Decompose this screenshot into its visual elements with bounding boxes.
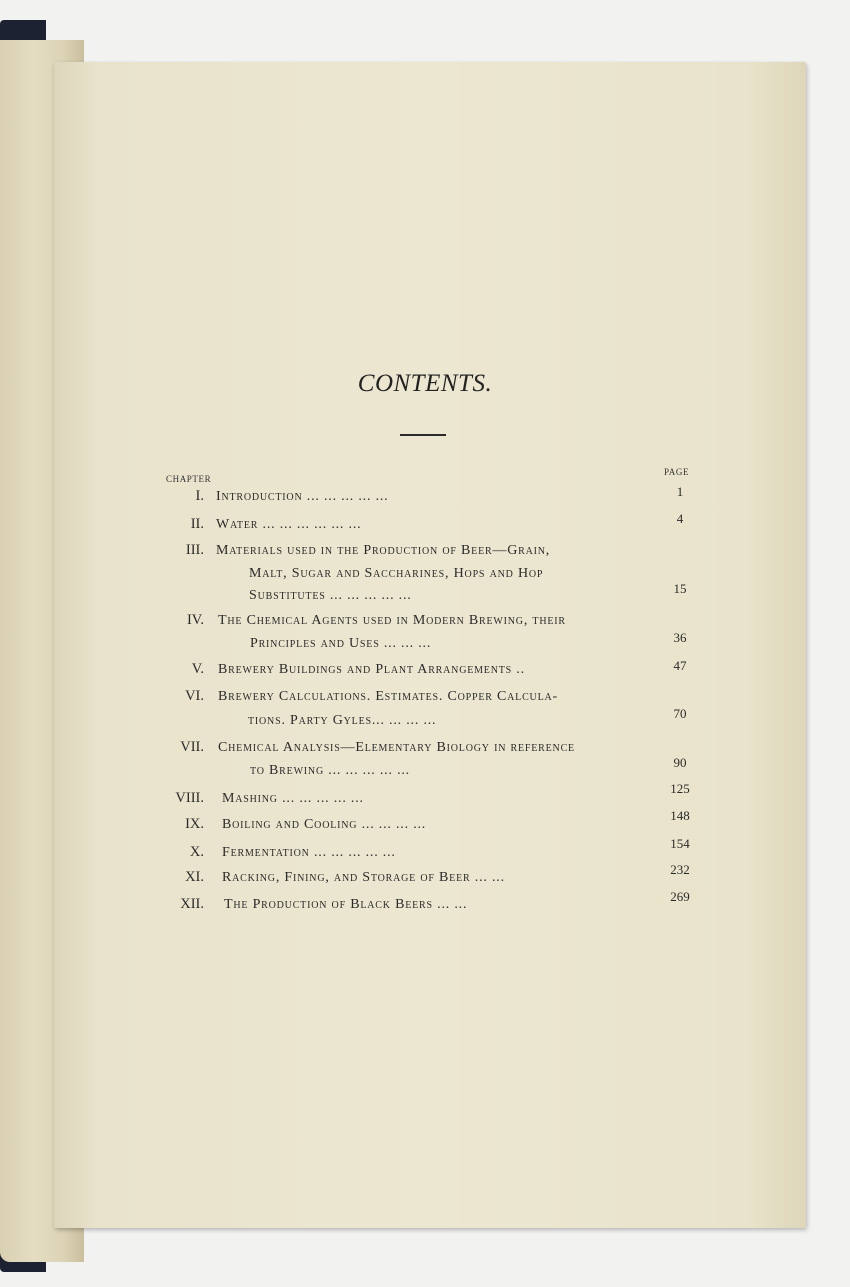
chapter-number: I. bbox=[195, 488, 204, 504]
chapter-number: X. bbox=[189, 844, 204, 860]
chapter-title-line: Brewery Buildings and Plant Arrangements .. bbox=[218, 662, 525, 677]
chapter-number: XI. bbox=[185, 869, 204, 885]
chapter-number: IX. bbox=[185, 816, 204, 832]
page-number: 47 bbox=[673, 658, 687, 673]
chapter-title-line: Materials used in the Production of Beer—Grain, bbox=[216, 543, 551, 558]
chapter-column-header: CHAPTER bbox=[166, 474, 212, 484]
chapter-title-line: Principles and Uses ... ... ... bbox=[250, 636, 432, 651]
page-number: 154 bbox=[670, 836, 690, 851]
chapter-title-line: The Production of Black Beers ... ... bbox=[224, 897, 468, 912]
page-number: 4 bbox=[676, 511, 684, 526]
chapter-number: XII. bbox=[180, 896, 204, 912]
chapter-number: III. bbox=[185, 542, 204, 558]
page-number: 15 bbox=[673, 581, 687, 596]
chapter-number: VIII. bbox=[175, 790, 204, 806]
page-column-header: PAGE bbox=[664, 467, 690, 477]
chapter-title-line: Malt, Sugar and Saccharines, Hops and Hop bbox=[249, 566, 544, 581]
page-number: 125 bbox=[670, 781, 690, 796]
page-number: 1 bbox=[676, 484, 684, 499]
page-number: 232 bbox=[670, 862, 690, 877]
chapter-title-line: Racking, Fining, and Storage of Beer ... ... bbox=[222, 870, 505, 885]
chapter-number: VII. bbox=[180, 739, 204, 755]
chapter-number: IV. bbox=[186, 612, 204, 628]
chapter-title-line: The Chemical Agents used in Modern Brewing, their bbox=[218, 613, 566, 628]
chapter-title-line: Fermentation ... ... ... ... ... bbox=[222, 845, 396, 860]
chapter-number: V. bbox=[191, 661, 204, 677]
chapter-number: II. bbox=[190, 516, 204, 532]
chapter-title-line: tions. Party Gyles... ... ... ... bbox=[248, 713, 437, 728]
chapter-number: VI. bbox=[185, 688, 204, 704]
chapter-title-line: Brewery Calculations. Estimates. Copper Calcula- bbox=[218, 689, 558, 704]
chapter-title-line: Introduction ... ... ... ... ... bbox=[216, 489, 389, 504]
chapter-title-line: to Brewing ... ... ... ... ... bbox=[250, 763, 410, 778]
page-title: CONTENTS. bbox=[357, 370, 493, 397]
page-number: 70 bbox=[673, 706, 687, 721]
chapter-title-line: Mashing ... ... ... ... ... bbox=[222, 791, 364, 806]
page-number: 36 bbox=[673, 630, 687, 645]
page-number: 269 bbox=[670, 889, 690, 904]
chapter-title-line: Substitutes ... ... ... ... ... bbox=[249, 588, 412, 603]
chapter-title-line: Chemical Analysis—Elementary Biology in reference bbox=[218, 740, 575, 755]
chapter-title-line: Water ... ... ... ... ... ... bbox=[216, 517, 362, 532]
page-number: 148 bbox=[670, 808, 690, 823]
chapter-title-line: Boiling and Cooling ... ... ... ... bbox=[222, 817, 427, 832]
page-number: 90 bbox=[673, 755, 687, 770]
